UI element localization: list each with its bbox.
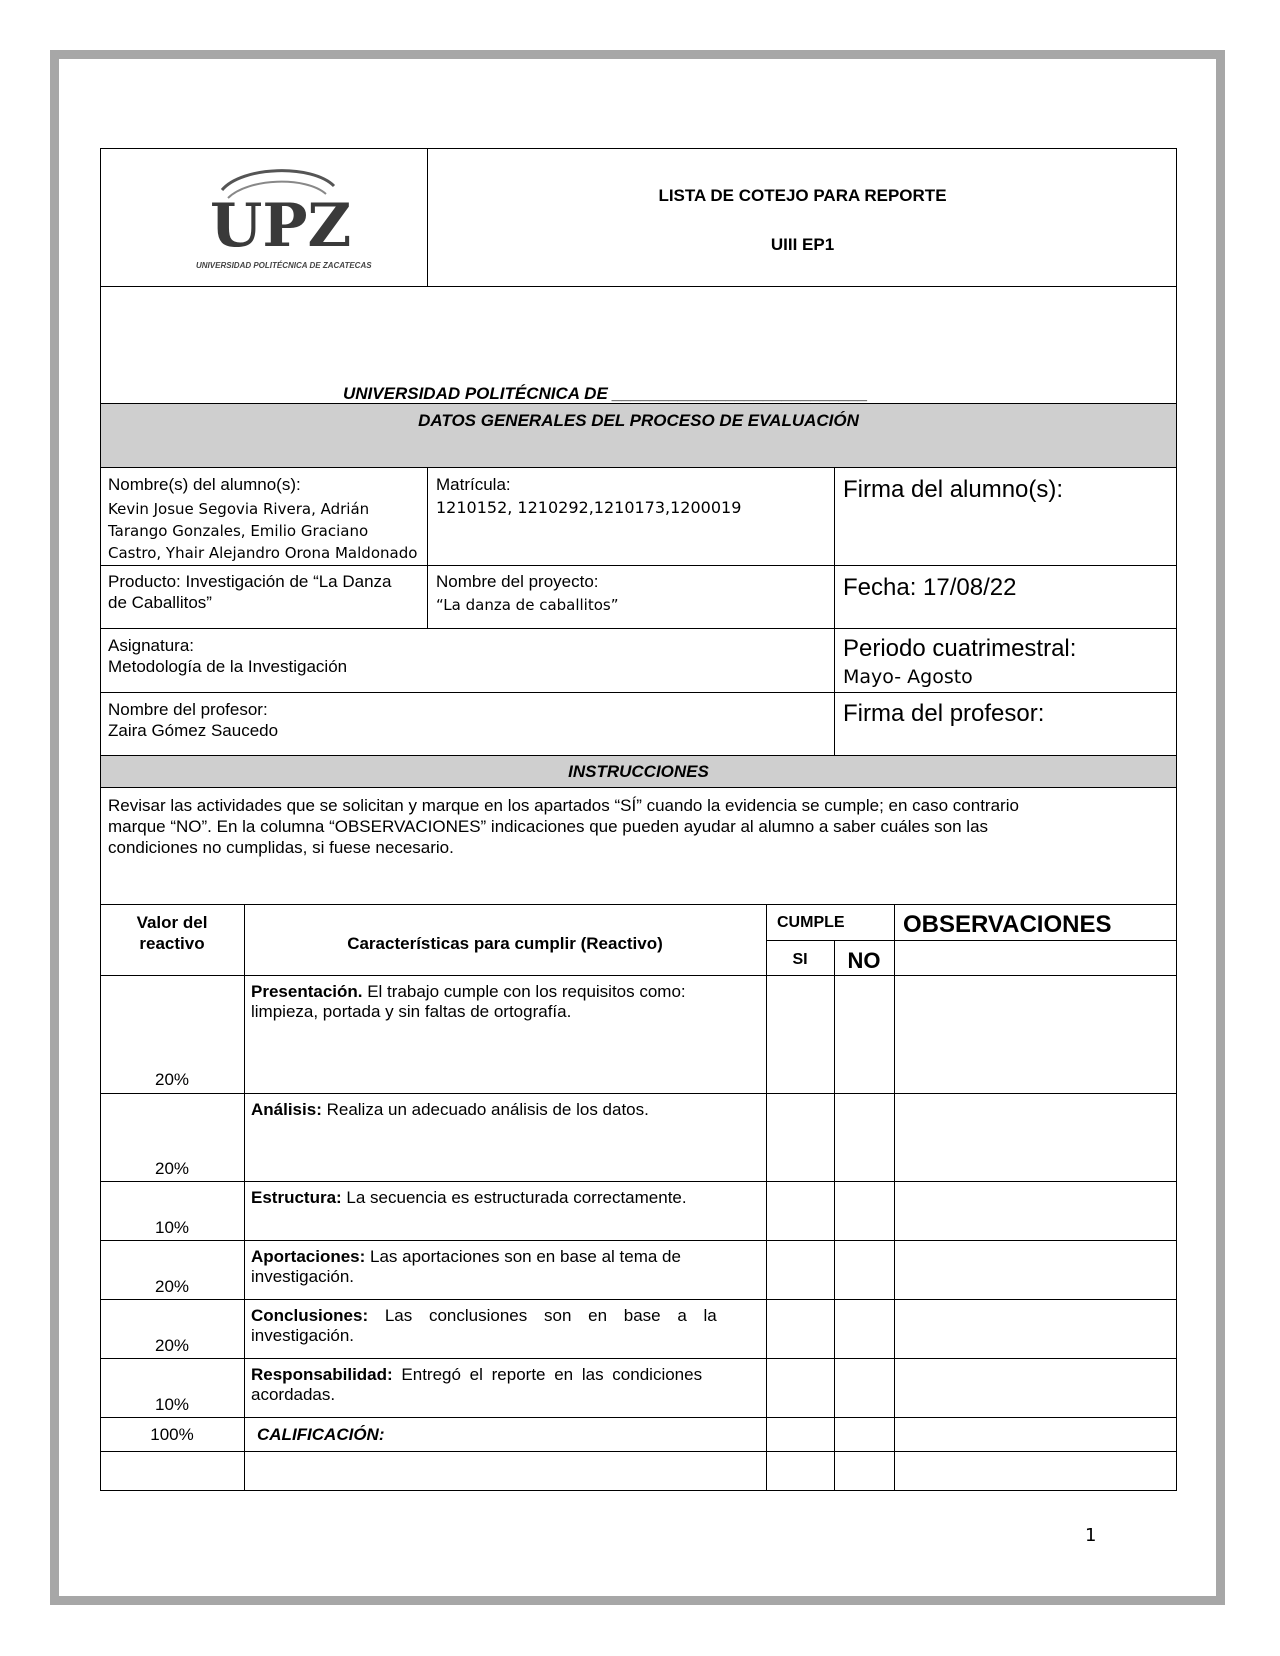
- matricula-value: 1210152, 1210292,1210173,1200019: [436, 498, 742, 517]
- row-line-4: [100, 1299, 1177, 1300]
- logo-caption: UNIVERSIDAD POLITÉCNICA DE ZACATECAS: [196, 261, 372, 270]
- instructions-line-3: condiciones no cumplidas, si fuese necesario.: [108, 838, 454, 857]
- period-value: Mayo- Agosto: [843, 666, 973, 688]
- project-label: Nombre del proyecto:: [436, 572, 599, 591]
- row-2-title: Análisis:: [251, 1100, 322, 1119]
- row-5-line-2: investigación.: [251, 1326, 355, 1345]
- logo-text: UPZ: [210, 191, 352, 261]
- row-4-value: 20%: [154, 1277, 190, 1296]
- cumple-divider: [766, 940, 1177, 941]
- teacher-value: Zaira Gómez Saucedo: [108, 721, 279, 740]
- students-line-1: Kevin Josue Segovia Rivera, Adrián: [108, 500, 370, 518]
- row-line-6: [100, 1417, 1177, 1418]
- row-4-line-2: investigación.: [251, 1267, 355, 1286]
- no-header: NO: [847, 948, 881, 973]
- row-5-line-1: Las conclusiones son en base a la: [368, 1306, 717, 1325]
- row-line-2: [100, 1181, 1177, 1182]
- university-logo: [196, 168, 372, 278]
- grade-label: CALIFICACIÓN:: [257, 1425, 385, 1444]
- students-line-3: Castro, Yhair Alejandro Orona Maldonado: [108, 544, 418, 562]
- row-3-title: Estructura:: [251, 1188, 342, 1207]
- matricula-label: Matrícula:: [436, 475, 511, 494]
- row-3-value: 10%: [154, 1218, 190, 1237]
- subject-label: Asignatura:: [108, 636, 194, 655]
- row-4-text: [251, 1247, 763, 1287]
- header-bottom-line: [100, 975, 1177, 976]
- cumple-header: CUMPLE: [777, 914, 845, 931]
- characteristics-header: Características para cumplir (Reactivo): [347, 934, 663, 953]
- teacher-signature-label: Firma del profesor:: [843, 700, 1045, 727]
- row-1-text: [251, 982, 759, 1022]
- total-value: 100%: [150, 1425, 194, 1444]
- product-line-2: de Caballitos”: [108, 593, 212, 612]
- row-1-line-1: El trabajo cumple con los requisitos como:: [362, 982, 686, 1001]
- row-2-text: [251, 1100, 759, 1120]
- students-label: Nombre(s) del alumno(s):: [108, 475, 301, 494]
- row-2-value: 20%: [154, 1159, 190, 1178]
- instructions-line-1: Revisar las actividades que se solicitan y marque en los apartados “SÍ” cuando la evidencia se cumple; en caso contrario: [108, 796, 1019, 815]
- row-4-line-1: Las aportaciones son en base al tema de: [365, 1247, 681, 1266]
- row-6-title: Responsabilidad:: [251, 1365, 393, 1384]
- period-label: Periodo cuatrimestral:: [843, 635, 1077, 662]
- header-divider: [427, 148, 428, 287]
- si-header: SI: [792, 951, 808, 968]
- col-divider-2: [766, 904, 767, 1491]
- document-title: LISTA DE COTEJO PARA REPORTE: [658, 186, 947, 205]
- date-label: Fecha: 17/08/22: [843, 574, 1017, 601]
- row-3-line-1: La secuencia es estructurada correctamente.: [341, 1188, 687, 1207]
- row-1-title: Presentación.: [251, 982, 363, 1001]
- row-line-7: [100, 1451, 1177, 1452]
- product-line-1: Producto: Investigación de “La Danza: [108, 572, 392, 591]
- instructions-title: INSTRUCCIONES: [568, 762, 709, 781]
- row-4-title: Aportaciones:: [251, 1247, 366, 1266]
- row-5-text: [251, 1306, 763, 1346]
- general-section-title: DATOS GENERALES DEL PROCESO DE EVALUACIÓN: [418, 411, 859, 430]
- instructions-line-2: marque “NO”. En la columna “OBSERVACIONES” indicaciones que pueden ayudar al alumno a saber cuáles son las: [108, 817, 989, 836]
- row-1-value: 20%: [154, 1070, 190, 1089]
- row-5-title: Conclusiones:: [251, 1306, 369, 1325]
- teacher-label: Nombre del profesor:: [108, 700, 268, 719]
- observations-header: OBSERVACIONES: [903, 911, 1112, 938]
- row-5-value: 20%: [154, 1336, 190, 1355]
- row-6-line-1: Entregó el reporte en las condiciones: [392, 1365, 703, 1384]
- col-divider-4: [894, 904, 895, 1491]
- row-line-1: [100, 1093, 1177, 1094]
- value-header-line-2: reactivo: [139, 934, 205, 953]
- row-line-5: [100, 1358, 1177, 1359]
- row-2-line-1: Realiza un adecuado análisis de los datos.: [321, 1100, 649, 1119]
- document-subtitle: UIII EP1: [770, 235, 835, 254]
- row-line-3: [100, 1240, 1177, 1241]
- students-line-2: Tarango Gonzales, Emilio Graciano: [108, 522, 369, 540]
- row-1-line-2: limpieza, portada y sin faltas de ortografía.: [251, 1002, 572, 1021]
- row-3-text: [251, 1188, 759, 1208]
- row-6-text: [251, 1365, 763, 1405]
- col-divider-1: [244, 904, 245, 1491]
- value-header-line-1: Valor del: [136, 913, 208, 932]
- subject-value: Metodología de la Investigación: [108, 657, 348, 676]
- student-signature-label: Firma del alumno(s):: [843, 476, 1064, 503]
- university-line: UNIVERSIDAD POLITÉCNICA DE ___________________________: [343, 384, 868, 403]
- project-value: “La danza de caballitos”: [436, 596, 619, 614]
- page-number: 1: [1085, 1525, 1097, 1546]
- row-6-line-2: acordadas.: [251, 1385, 336, 1404]
- col-divider-3: [834, 940, 835, 1491]
- row-6-value: 10%: [154, 1395, 190, 1414]
